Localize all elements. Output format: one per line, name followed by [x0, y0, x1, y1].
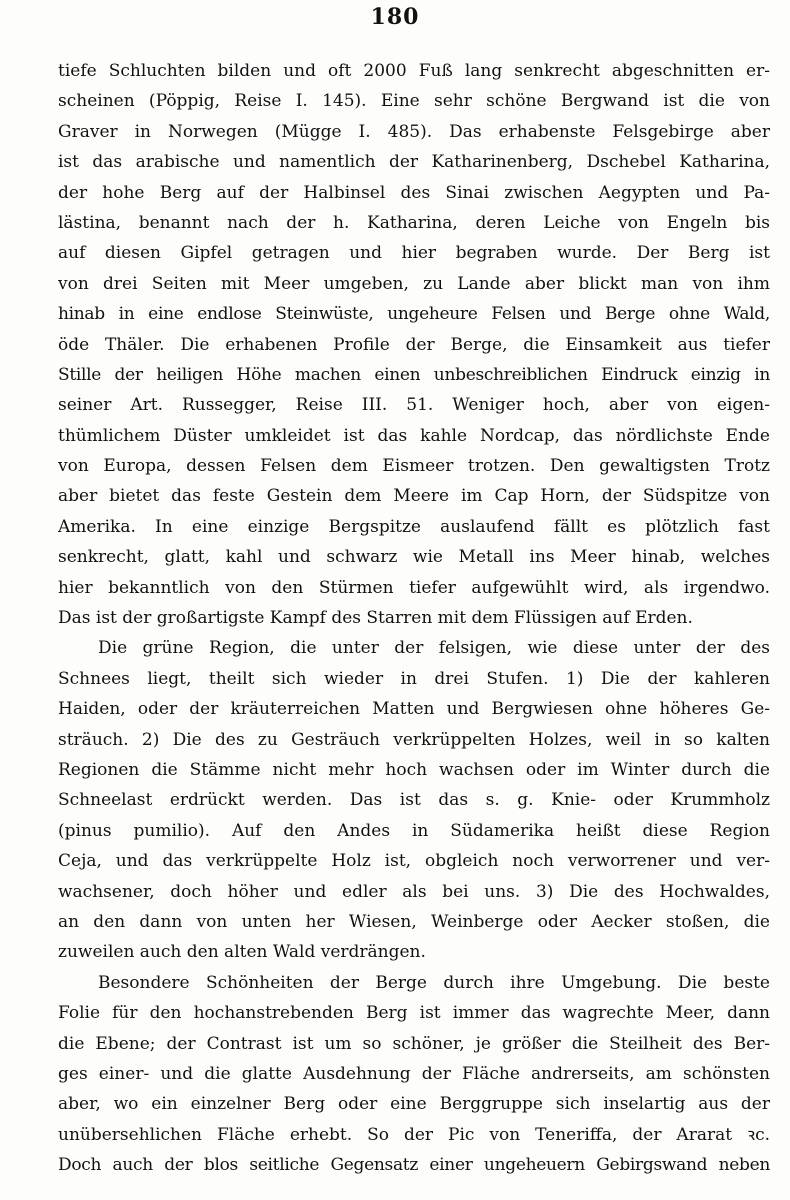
text-line: aber, wo ein einzelner Berg oder eine Berggruppe sich inselartig aus der	[58, 1094, 770, 1115]
text-line: unübersehlichen Fläche erhebt. So der Pic von Teneriffa, der Ararat ꝛc.	[58, 1124, 770, 1145]
text-line: thümlichem Düster umkleidet ist das kahle Nordcap, das nördlichste Ende	[58, 425, 770, 446]
text-line: die Ebene; der Contrast ist um so schöner, je größer die Steilheit des Ber-	[58, 1033, 770, 1054]
page-number: 180	[370, 4, 420, 30]
text-line: hinab in eine endlose Steinwüste, ungeheure Felsen und Berge ohne Wald,	[58, 304, 770, 325]
text-line: von drei Seiten mit Meer umgeben, zu Lande aber blickt man von ihm	[58, 273, 770, 294]
text-line: Ceja, und das verkrüppelte Holz ist, obgleich noch verworrener und ver-	[58, 851, 770, 872]
text-line: seiner Art. Russegger, Reise III. 51. Weniger hoch, aber von eigen-	[58, 395, 770, 416]
text-line: Amerika. In eine einzige Bergspitze auslaufend fällt es plötzlich fast	[58, 516, 770, 537]
text-line: hier bekanntlich von den Stürmen tiefer aufgewühlt wird, als irgendwo.	[58, 577, 770, 598]
text-line: Doch auch der blos seitliche Gegensatz einer ungeheuern Gebirgswand neben	[58, 1155, 770, 1176]
text-line: senkrecht, glatt, kahl und schwarz wie Metall ins Meer hinab, welches	[58, 547, 770, 568]
text-line: aber bietet das feste Gestein dem Meere im Cap Horn, der Südspitze von	[58, 486, 770, 507]
text-line: ist das arabische und namentlich der Katharinenberg, Dschebel Katharina,	[58, 152, 770, 173]
text-line: ges einer- und die glatte Ausdehnung der Fläche andrerseits, am schönsten	[58, 1063, 770, 1084]
text-line: öde Thäler. Die erhabenen Profile der Berge, die Einsamkeit aus tiefer	[58, 334, 770, 355]
text-line: Haiden, oder der kräuterreichen Matten und Bergwiesen ohne höheres Ge-	[58, 699, 770, 720]
text-line: wachsener, doch höher und edler als bei uns. 3) Die des Hochwaldes,	[58, 881, 770, 902]
paragraph-start-line: Die grüne Region, die unter der felsigen, wie diese unter der des	[98, 638, 770, 659]
text-line: an den dann von unten her Wiesen, Weinberge oder Aecker stoßen, die	[58, 911, 770, 932]
text-line: Schnees liegt, theilt sich wieder in drei Stufen. 1) Die der kahleren	[58, 668, 770, 689]
text-line: Graver in Norwegen (Mügge I. 485). Das erhabenste Felsgebirge aber	[58, 121, 770, 142]
text-line: sträuch. 2) Die des zu Gesträuch verkrüppelten Holzes, weil in so kalten	[58, 729, 770, 750]
text-line: auf diesen Gipfel getragen und hier begraben wurde. Der Berg ist	[58, 243, 770, 264]
text-line: Das ist der großartigste Kampf des Starren mit dem Flüssigen auf Erden.	[58, 608, 693, 629]
body-text	[58, 56, 770, 1180]
text-line: der hohe Berg auf der Halbinsel des Sinai zwischen Aegypten und Pa-	[58, 182, 770, 203]
text-line: (pinus pumilio). Auf den Andes in Südamerika heißt diese Region	[58, 820, 770, 841]
text-line: Stille der heiligen Höhe machen einen unbeschreiblichen Eindruck einzig in	[58, 364, 770, 385]
text-line: von Europa, dessen Felsen dem Eismeer trotzen. Den gewaltigsten Trotz	[58, 456, 770, 477]
text-line: Schneelast erdrückt werden. Das ist das s. g. Knie- oder Krummholz	[58, 790, 770, 811]
text-line: lästina, benannt nach der h. Katharina, deren Leiche von Engeln bis	[58, 212, 770, 233]
text-line: Folie für den hochanstrebenden Berg ist immer das wagrechte Meer, dann	[58, 1003, 770, 1024]
text-line: zuweilen auch den alten Wald verdrängen.	[58, 942, 426, 963]
paragraph-start-line: Besondere Schönheiten der Berge durch ihre Umgebung. Die beste	[98, 972, 770, 993]
text-line: Regionen die Stämme nicht mehr hoch wachsen oder im Winter durch die	[58, 759, 770, 780]
text-line: tiefe Schluchten bilden und oft 2000 Fuß lang senkrecht abgeschnitten er-	[58, 61, 770, 81]
text-line: scheinen (Pöppig, Reise I. 145). Eine sehr schöne Bergwand ist die von	[58, 91, 770, 112]
